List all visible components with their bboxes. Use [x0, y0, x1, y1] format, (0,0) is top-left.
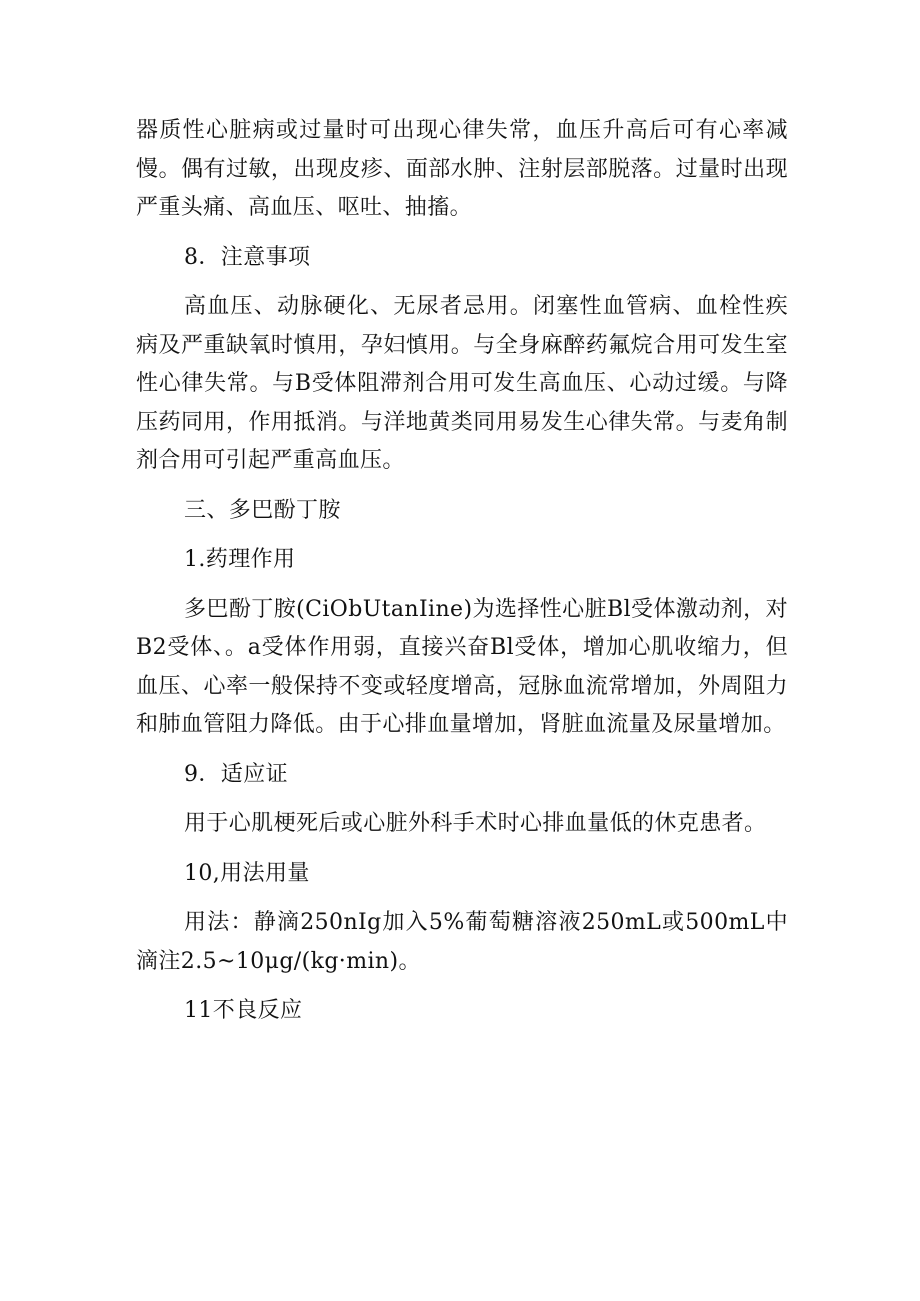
- paragraph-indications: 用于心肌梗死后或心脏外科手术时心排血量低的休克患者。: [184, 811, 767, 836]
- heading-indications: 9．适应证: [184, 761, 288, 787]
- heading-precautions: 8．注意事项: [184, 244, 311, 270]
- heading-dosage: 10,用法用量: [184, 860, 310, 886]
- paragraph-precautions: 高血压、动脉硬化、无尿者忌用。闭塞性血管病、血栓性疾病及严重缺氧时慎用，孕妇慎用。与全身麻醉药氟烷合用可发生室性心律失常。与B受体阻滞剂合用可发生高血压、心动过缓。与降压药同用，作用抵消。与洋地黄类同用易发生心律失常。与麦角制剂合用可引起严重高血压。: [136, 294, 788, 473]
- paragraph-adverse-effects-continued: 器质性心脏病或过量时可出现心律失常，血压升高后可有心率减慢。偶有过敏，出现皮疹、面部水肿、注射层部脱落。过量时出现严重头痛、高血压、呕吐、抽搐。: [136, 118, 788, 220]
- paragraph-pharmacology: 多巴酚丁胺(CiObUtanIine)为选择性心脏Bl受体激动剂，对B2受体、。a受体作用弱，直接兴奋Bl受体，增加心肌收缩力，但血压、心率一般保持不变或轻度增高，冠脉血流常增加，外周阻力和肺血管阻力降低。由于心排血量增加，肾脏血流量及尿量增加。: [136, 596, 788, 737]
- heading-adverse-reactions: 11不良反应: [184, 998, 303, 1023]
- heading-pharmacology: 1.药理作用: [184, 547, 296, 572]
- document-body: [136, 112, 788, 1042]
- heading-dobutamine: 三、多巴酚丁胺: [184, 497, 341, 523]
- paragraph-dosage: 用法：静滴250nIg加入5%葡萄糖溶液250mL或500mL中滴注2.5~10μg/(kg·min)。: [136, 910, 788, 974]
